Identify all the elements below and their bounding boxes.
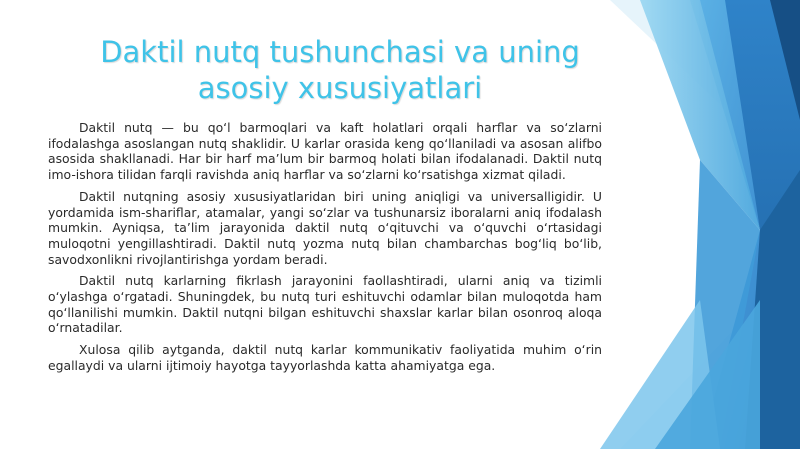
slide-title-line2: asosiy xususiyatlari: [197, 71, 483, 105]
body-paragraph-3: Daktil nutq karlarning fikrlash jarayonini faollashtiradi, ularni aniq va tizimli o‘ylashga o‘rgatadi. Shuningdek, bu nutq turi eshituvchi odamlar bilan muloqotda ham qo‘llanilishi mumkin. Daktil nutqni bilgan eshituvchi shaxslar karlar bilan osonroq aloqa o‘rnatadilar.: [48, 273, 602, 336]
slide-body: [48, 120, 602, 380]
body-paragraph-1: Daktil nutq — bu qo‘l barmoqlari va kaft holatlari orqali harflar va so‘zlarni ifodalashga asoslangan nutq shaklidir. U karlar orasida keng qo‘llaniladi va asosan alifbo asosida shakllanadi. Har bir harf ma’lum bir barmoq holati bilan ifodalanadi. Daktil nutq imo-ishora tilidan farqli ravishda aniq harflar va so‘zlarni ko‘rsatishga xizmat qiladi.: [48, 120, 602, 183]
body-paragraph-4: Xulosa qilib aytganda, daktil nutq karlar kommunikativ faoliyatida muhim o‘rin egallaydi va ularni ijtimoiy hayotga tayyorlashda katta ahamiyatga ega.: [48, 342, 602, 373]
body-paragraph-2: Daktil nutqning asosiy xususiyatlaridan biri uning aniqligi va universalligidir. U yordamida ism-shariflar, atamalar, yangi so‘zlar va tushunarsiz iboralarni aniq ifodalash mumkin. Ayniqsa, ta’lim jarayonida daktil nutq o‘qituvchi va o‘quvchi o‘rtasidagi muloqotni yengillashtiradi. Daktil nutq yozma nutq bilan chambarchas bog‘liq bo‘lib, savodxonlikni rivojlantirishga yordam beradi.: [48, 188, 602, 267]
slide-title-line1: Daktil nutq tushunchasi va uning: [100, 35, 580, 69]
slide-title: [60, 34, 620, 106]
